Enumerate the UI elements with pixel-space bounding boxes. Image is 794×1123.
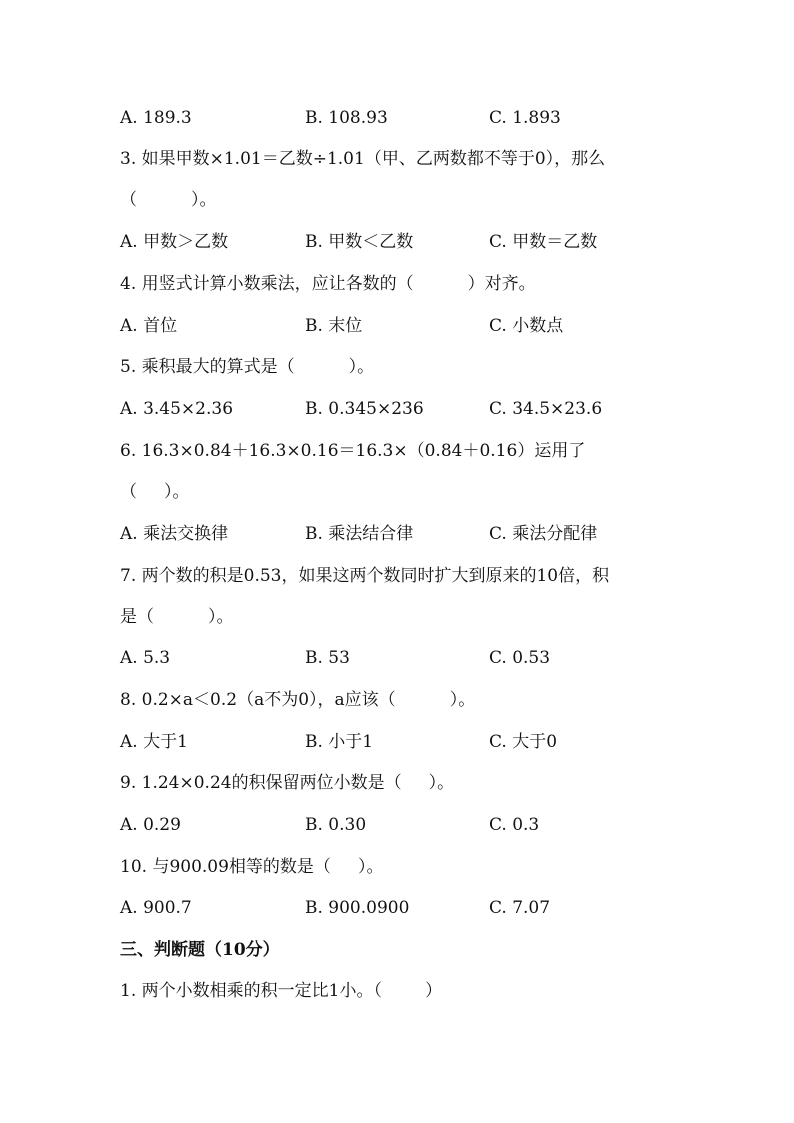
q6-option-a: A. 乘法交换律 xyxy=(120,524,229,544)
q9-option-b: B. 0.30 xyxy=(305,815,367,835)
q2-option-c: C. 1.893 xyxy=(489,108,561,128)
q6-option-c: C. 乘法分配律 xyxy=(489,524,598,544)
q3-option-b: B. 甲数＜乙数 xyxy=(305,232,414,252)
q7-text-line1: 7. 两个数的积是0.53，如果这两个数同时扩大到原来的10倍，积 xyxy=(120,566,610,586)
q2-option-b: B. 108.93 xyxy=(305,108,388,128)
q2-option-a: A. 189.3 xyxy=(120,108,192,128)
q5-text: 5. 乘积最大的算式是（ ）。 xyxy=(120,357,375,377)
q10-option-c: C. 7.07 xyxy=(489,898,551,918)
q8-option-a: A. 大于1 xyxy=(120,732,188,752)
q5-option-b: B. 0.345×236 xyxy=(305,399,424,419)
q4-option-a: A. 首位 xyxy=(120,316,178,336)
q9-option-a: A. 0.29 xyxy=(120,815,181,835)
q6-option-b: B. 乘法结合律 xyxy=(305,524,414,544)
judge-q1-text: 1. 两个小数相乘的积一定比1小。（ ） xyxy=(120,981,443,1001)
q8-text: 8. 0.2×a＜0.2（a不为0），a应该（ ）。 xyxy=(120,690,476,710)
q6-text-line2: （ ）。 xyxy=(120,482,190,502)
q6-text-line1: 6. 16.3×0.84＋16.3×0.16＝16.3×（0.84＋0.16）运用了 xyxy=(120,441,586,461)
q7-text-line2: 是（ ）。 xyxy=(120,607,234,627)
q5-option-c: C. 34.5×23.6 xyxy=(489,399,603,419)
q3-text-line1: 3. 如果甲数×1.01＝乙数÷1.01（甲、乙两数都不等于0），那么 xyxy=(120,149,606,169)
q8-option-c: C. 大于0 xyxy=(489,732,558,752)
q3-text-line2: （ ）。 xyxy=(120,190,217,210)
section-heading: 三、判断题（10分） xyxy=(120,940,280,960)
q9-option-c: C. 0.3 xyxy=(489,815,540,835)
q10-option-a: A. 900.7 xyxy=(120,898,192,918)
q10-option-b: B. 900.0900 xyxy=(305,898,410,918)
q4-option-b: B. 末位 xyxy=(305,316,363,336)
q4-text: 4. 用竖式计算小数乘法，应让各数的（ ）对齐。 xyxy=(120,274,536,294)
q9-text: 9. 1.24×0.24的积保留两位小数是（ ）。 xyxy=(120,773,455,793)
q3-option-c: C. 甲数＝乙数 xyxy=(489,232,598,252)
q10-text: 10. 与900.09相等的数是（ ）。 xyxy=(120,857,384,877)
q7-option-b: B. 53 xyxy=(305,648,350,668)
q4-option-c: C. 小数点 xyxy=(489,316,564,336)
q7-option-c: C. 0.53 xyxy=(489,648,551,668)
q8-option-b: B. 小于1 xyxy=(305,732,374,752)
q3-option-a: A. 甲数＞乙数 xyxy=(120,232,229,252)
q7-option-a: A. 5.3 xyxy=(120,648,171,668)
q5-option-a: A. 3.45×2.36 xyxy=(120,399,234,419)
